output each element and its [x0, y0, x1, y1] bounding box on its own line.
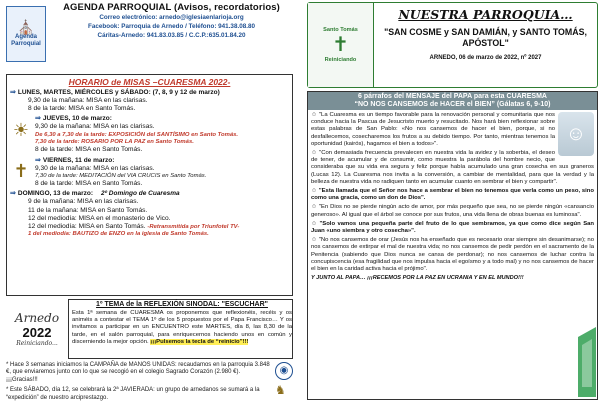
monstrance-icon: ☀ — [12, 119, 30, 140]
synod-section — [6, 299, 293, 359]
friday-line-2: 8 de la tarde: MISA en Santo Tomás. — [35, 180, 143, 188]
globe-icon: ◉ — [275, 362, 293, 380]
sunday-line-4: 12 del mediodía: MISA en Santo Tomás. -Retransmitida por Triunfotel TV- — [28, 223, 240, 231]
pope-paragraph-3: ☺ "Esta llamada que el Señor nos hace a sembrar el bien no tenemos que verla como un peso, sino como una gracia, como un don de Dios". — [311, 188, 594, 202]
smiley-icon: ☺ — [311, 237, 318, 244]
pope-paragraph-2: ☺ "Con demasiada frecuencia prevalecen en nuestra vida la avidez y la soberbia, el deseo de tener, de acumular y de consumir, como muestra la parábola del hombre necio, que consideraba que su vida era segura y feliz porque había acumulado una gran cosecha en sus graneros (Lucas 12). La Cuaresma nos invita a la conversión, a cambiar de mentalidad, para que la verdad y la belleza de nuestra vida no radiquen tanto en acumular cuanto en sembrar el bien y compartir". — [311, 150, 594, 185]
pope-paragraph-6: ☺ "No nos cansemos de orar (Jesús nos ha enseñado que es necesario orar siempre sin desanimarse); no nos cansemos de extirpar el mal de nuestra vida; no nos cansemos de pedir perdón en el sacramento de la Penitencia (sabiendo que Dios nunca se cansa de perdonar); no nos cansemos de luchar contra la concupiscencia (esa fragilidad que nos impulsa hacia el egoísmo y a todo mal) y no nos cansemos de hacer el bien en la caridad activa hacia el prójimo". — [311, 237, 594, 273]
parish-header — [307, 2, 598, 88]
sunday-line-2: 11 de la mañana: MISA en Santo Tomás. — [28, 206, 148, 214]
sunday-broadcast: -Retransmitida por Triunfotel TV- — [147, 224, 240, 231]
friday-block — [10, 157, 289, 189]
right-page — [304, 0, 600, 404]
pope-photo: ☺ — [558, 112, 594, 156]
smiley-icon: ☺ — [311, 220, 318, 227]
parish-title: NUESTRA PARROQUIA… — [398, 7, 573, 22]
friday-viacrucis: 7,30 de la tarde: MEDITACIÓN del VIA CRUCIS en Santo Tomás. — [35, 172, 207, 179]
arrow-icon: ⇒ — [35, 115, 41, 123]
parish-logo: Santo Tomás ✝ Reiniciando — [308, 3, 374, 87]
weekdays-line-2: 8 de la tarde: MISA en Santo Tomás. — [28, 105, 136, 113]
agenda-caritas: Cáritas-Arnedo: 941.83.03.85 / C.C.P.:635.01.84.20 — [97, 32, 246, 39]
cross-icon: ✝ — [13, 161, 29, 182]
manos-unidas-text: * Hace 3 semanas iniciamos la CAMPAÑA de MANOS UNIDAS: recaudamos en la parroquia 3.848 €, que enviaremos junto con lo que se recogió en el colegio Sagrado Corazón (2.980 €). ¡¡¡Gracias!!! — [6, 362, 270, 383]
church-cross-icon: ✝ — [332, 34, 349, 56]
smiley-icon: ☺ — [311, 112, 318, 118]
sunday-line-3: 12 del mediodía: MISA en el monasterio de Vico. — [28, 214, 171, 222]
walker-icon: ♞ — [275, 383, 286, 398]
friday-line-1: 9,30 de la mañana: MISA en las clarisas. — [35, 164, 155, 172]
agenda-header — [6, 2, 293, 72]
mass-schedule-box — [6, 74, 293, 296]
parish-subtitle: "SAN COSME y SAN DAMIÁN, y SANTO TOMÁS, APÓSTOL" — [384, 27, 587, 48]
thursday-block — [10, 115, 289, 154]
smiley-icon: ☺ — [311, 150, 318, 157]
pope-paragraph-5: ☺ "Solo vamos una pequeña parte del fruto de lo que sembramos, ya que como dice según San Juan «uno siembra y otro cosecha»". — [311, 220, 595, 235]
synod-title: 1º TEMA de la REFLEXIÓN SINODAL: "ESCUCHAR" — [96, 301, 268, 308]
weekdays-heading: ⇒ LUNES, MARTES, MIÉRCOLES y SÁBADO: (7, 8, 9 y 12 de marzo) — [10, 89, 220, 96]
smiley-icon: ☺ — [311, 188, 318, 195]
thursday-adoration: De 6,30 a 7,30 de la tarde: EXPOSICIÓN del SANTÍSIMO en Santo Tomás. — [35, 131, 239, 138]
sunday-heading: ⇒ DOMINGO, 13 de marzo: 2º Domingo de Cuaresma — [10, 190, 180, 198]
arrow-icon: ⇒ — [10, 89, 16, 96]
pope-message-box — [307, 91, 598, 400]
javierada-text: * Este SÁBADO, día 12, se celebrará la 2ª JAVIERADA: un grupo de arnedanos se sumará a la “expedición” de nuestro arciprestazgo. — [6, 387, 260, 401]
sunday-baptism: 1 del mediodía: BAUTIZO de ENZO en la iglesia de Santo Tomás. — [28, 231, 209, 238]
pope-message-title: 6 párrafos del MENSAJE del PAPA para esta CUARESMA “NO NOS CANSEMOS de HACER el BIEN” (Gálatas 6, 9-10) — [308, 92, 597, 110]
agenda-logo-text: Agenda Parroquial — [11, 34, 41, 47]
pope-paragraph-4: ☺ "En Dios no se pierde ningún acto de amor, por más pequeño que sea, no se pierde ningún «cansancio generoso». Al igual que el árbol se conoce por sus frutos, una vida llena de obras buenas es luminosa". — [311, 204, 594, 218]
synod-text: Esta 1ª semana de CUARESMA os proponemos que reflexionéis, recéis y os animéis a contestar el TEMA 1º de los 5 propuestos por el Papa Francisco… Y os invitamos a participar en un ENCUENTRO este MARTES, día 8, las 8,30 de la tarde, en el salón parroquial, para enriquecernos haciendo unos en común y discerniendo la mejor opción. ¡¡¡Pulsemos la tecla de “reinicio”!!! — [72, 310, 292, 345]
agenda-logo — [6, 6, 46, 62]
agenda-facebook: Facebook: Parroquia de Arnedo / Teléfono: 941.38.08.80 — [88, 23, 255, 30]
pope-message-subtitle: “NO NOS CANSEMOS de HACER el BIEN” (Gálatas 6, 9-10) — [354, 101, 551, 108]
arnedo-2022-logo: Arnedo 2022 Reiniciando... — [14, 311, 60, 347]
bulletin-date: ARNEDO, 06 de marzo de 2022, nº 2027 — [429, 55, 542, 61]
sunday-tag: 2º Domingo de Cuaresma — [101, 190, 180, 198]
ukraine-decoration — [576, 327, 598, 397]
arrow-icon: ⇒ — [35, 156, 41, 164]
page-gutter — [296, 0, 304, 404]
peace-prayer: Y JUNTO AL PAPA… ¡¡¡RECEMOS POR LA PAZ EN UCRANIA Y EN EL MUNDO!!! — [311, 275, 524, 282]
weekdays-line-1: 9,30 de la mañana: MISA en las clarisas. — [28, 97, 148, 104]
thursday-rosary: 7,30 de la tarde: ROSARIO POR LA PAZ en Santo Tomás. — [35, 139, 194, 146]
arrow-icon: ⇒ — [10, 190, 16, 198]
friday-heading: VIERNES, 11 de marzo: — [42, 156, 115, 164]
thursday-line-1: 9,30 de la mañana: MISA en las clarisas. — [35, 123, 155, 131]
manos-unidas-note — [6, 362, 293, 384]
sunday-line-1: 9 de la mañana: MISA en las clarisas. — [28, 198, 139, 206]
thursday-line-2: 8 de la tarde: MISA en Santo Tomás. — [35, 146, 143, 154]
mass-schedule-title: HORARIO de MISAS –CUARESMA 2022- — [68, 77, 231, 87]
pope-paragraph-1: ☺ "La Cuaresma es un tiempo favorable para la renovación personal y comunitaria que nos conduce hacia la Pascua de Jesucristo muerto y resucitado. Nos hará bien reflexionar sobre estas palabras de San Pablo: «No nos cansemos de hacer el bien, porque, si no desfallecemos, cosecharemos los frutos a su debido tiempo. Por tanto, mientras tenemos la oportunidad (kairós), hagamos el bien a todos»". — [311, 112, 555, 147]
javierada-note — [6, 383, 293, 402]
synod-highlight: ¡¡¡Pulsemos la tecla de “reinicio”!!! — [150, 338, 249, 345]
smiley-icon: ☺ — [311, 204, 318, 211]
thursday-heading: JUEVES, 10 de marzo: — [42, 115, 112, 123]
left-page — [0, 0, 296, 404]
agenda-email: Correo electrónico: arnedo@iglesiaenlarioja.org — [99, 14, 244, 21]
church-icon: ⛪ — [17, 19, 35, 35]
agenda-title: AGENDA PARROQUIAL (Avisos, recordatorios) — [63, 2, 280, 13]
